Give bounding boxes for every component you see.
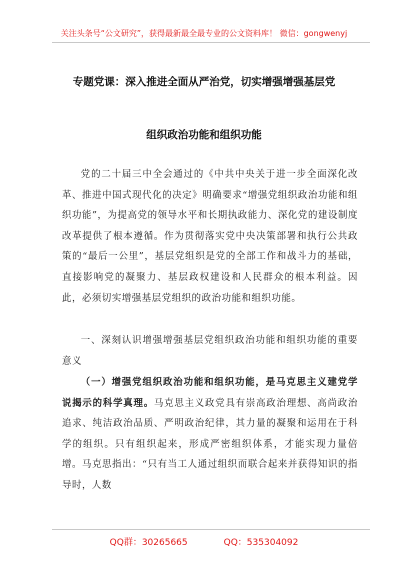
paragraph-section-1-1	[62, 373, 358, 497]
footer-contact	[0, 535, 408, 548]
footer-qq-number: QQ：535304092	[223, 538, 299, 548]
paragraph-intro: 党的二十届三中全会通过的《中共中央关于进一步全面深化改革、推进中国式现代化的决定》明确要求“增强党组织政治功能和组织功能”，为提高党的领导水平和长期执政能力、深化党的建设制度改革提供了根本遵循。作为贯彻落实党中央决策部署和执行公共政策的“最后一公里”，基层党组织是党的全部工作和战斗力的基础，直接影响党的凝聚力、基层政权建设和人民群众的根本利益。因此，必须切实增强基层党组织的政治功能和组织功能。	[62, 169, 358, 304]
header-divider	[52, 42, 370, 43]
footer-divider	[52, 529, 370, 530]
section-heading-1: 一、深刻认识增强增强基层党组织政治功能和组织功能的重要意义	[62, 335, 358, 367]
paragraph-lead-sentence: （一）增强党组织政治功能和组织功能，是马克思主义建党学说揭示的科学真理。	[62, 377, 358, 409]
footer-qq-group: QQ群：30265665	[109, 538, 188, 548]
document-title-line-1: 专题党课：深入推进全面从严治党，切实增强增强基层党	[72, 76, 336, 88]
paragraph-continuation: 马克思主义政党具有崇高政治理想、高尚政治追求、纯洁政治品质、严明政治纪律，其力量的凝聚和运用在于科学的组织。只有组织起来，形成严密组织体系，才能实现力量倍增。马克思指出：“只有当工人通过组织而联合起来并获得知识的指导时，人数	[62, 397, 358, 491]
header-promo: 关注头条号“公文研究”，获得最新最全最专业的公文资料库！ 微信：gongwenyj	[60, 29, 348, 38]
document-title-line-2: 组织政治功能和组织功能	[146, 129, 262, 141]
